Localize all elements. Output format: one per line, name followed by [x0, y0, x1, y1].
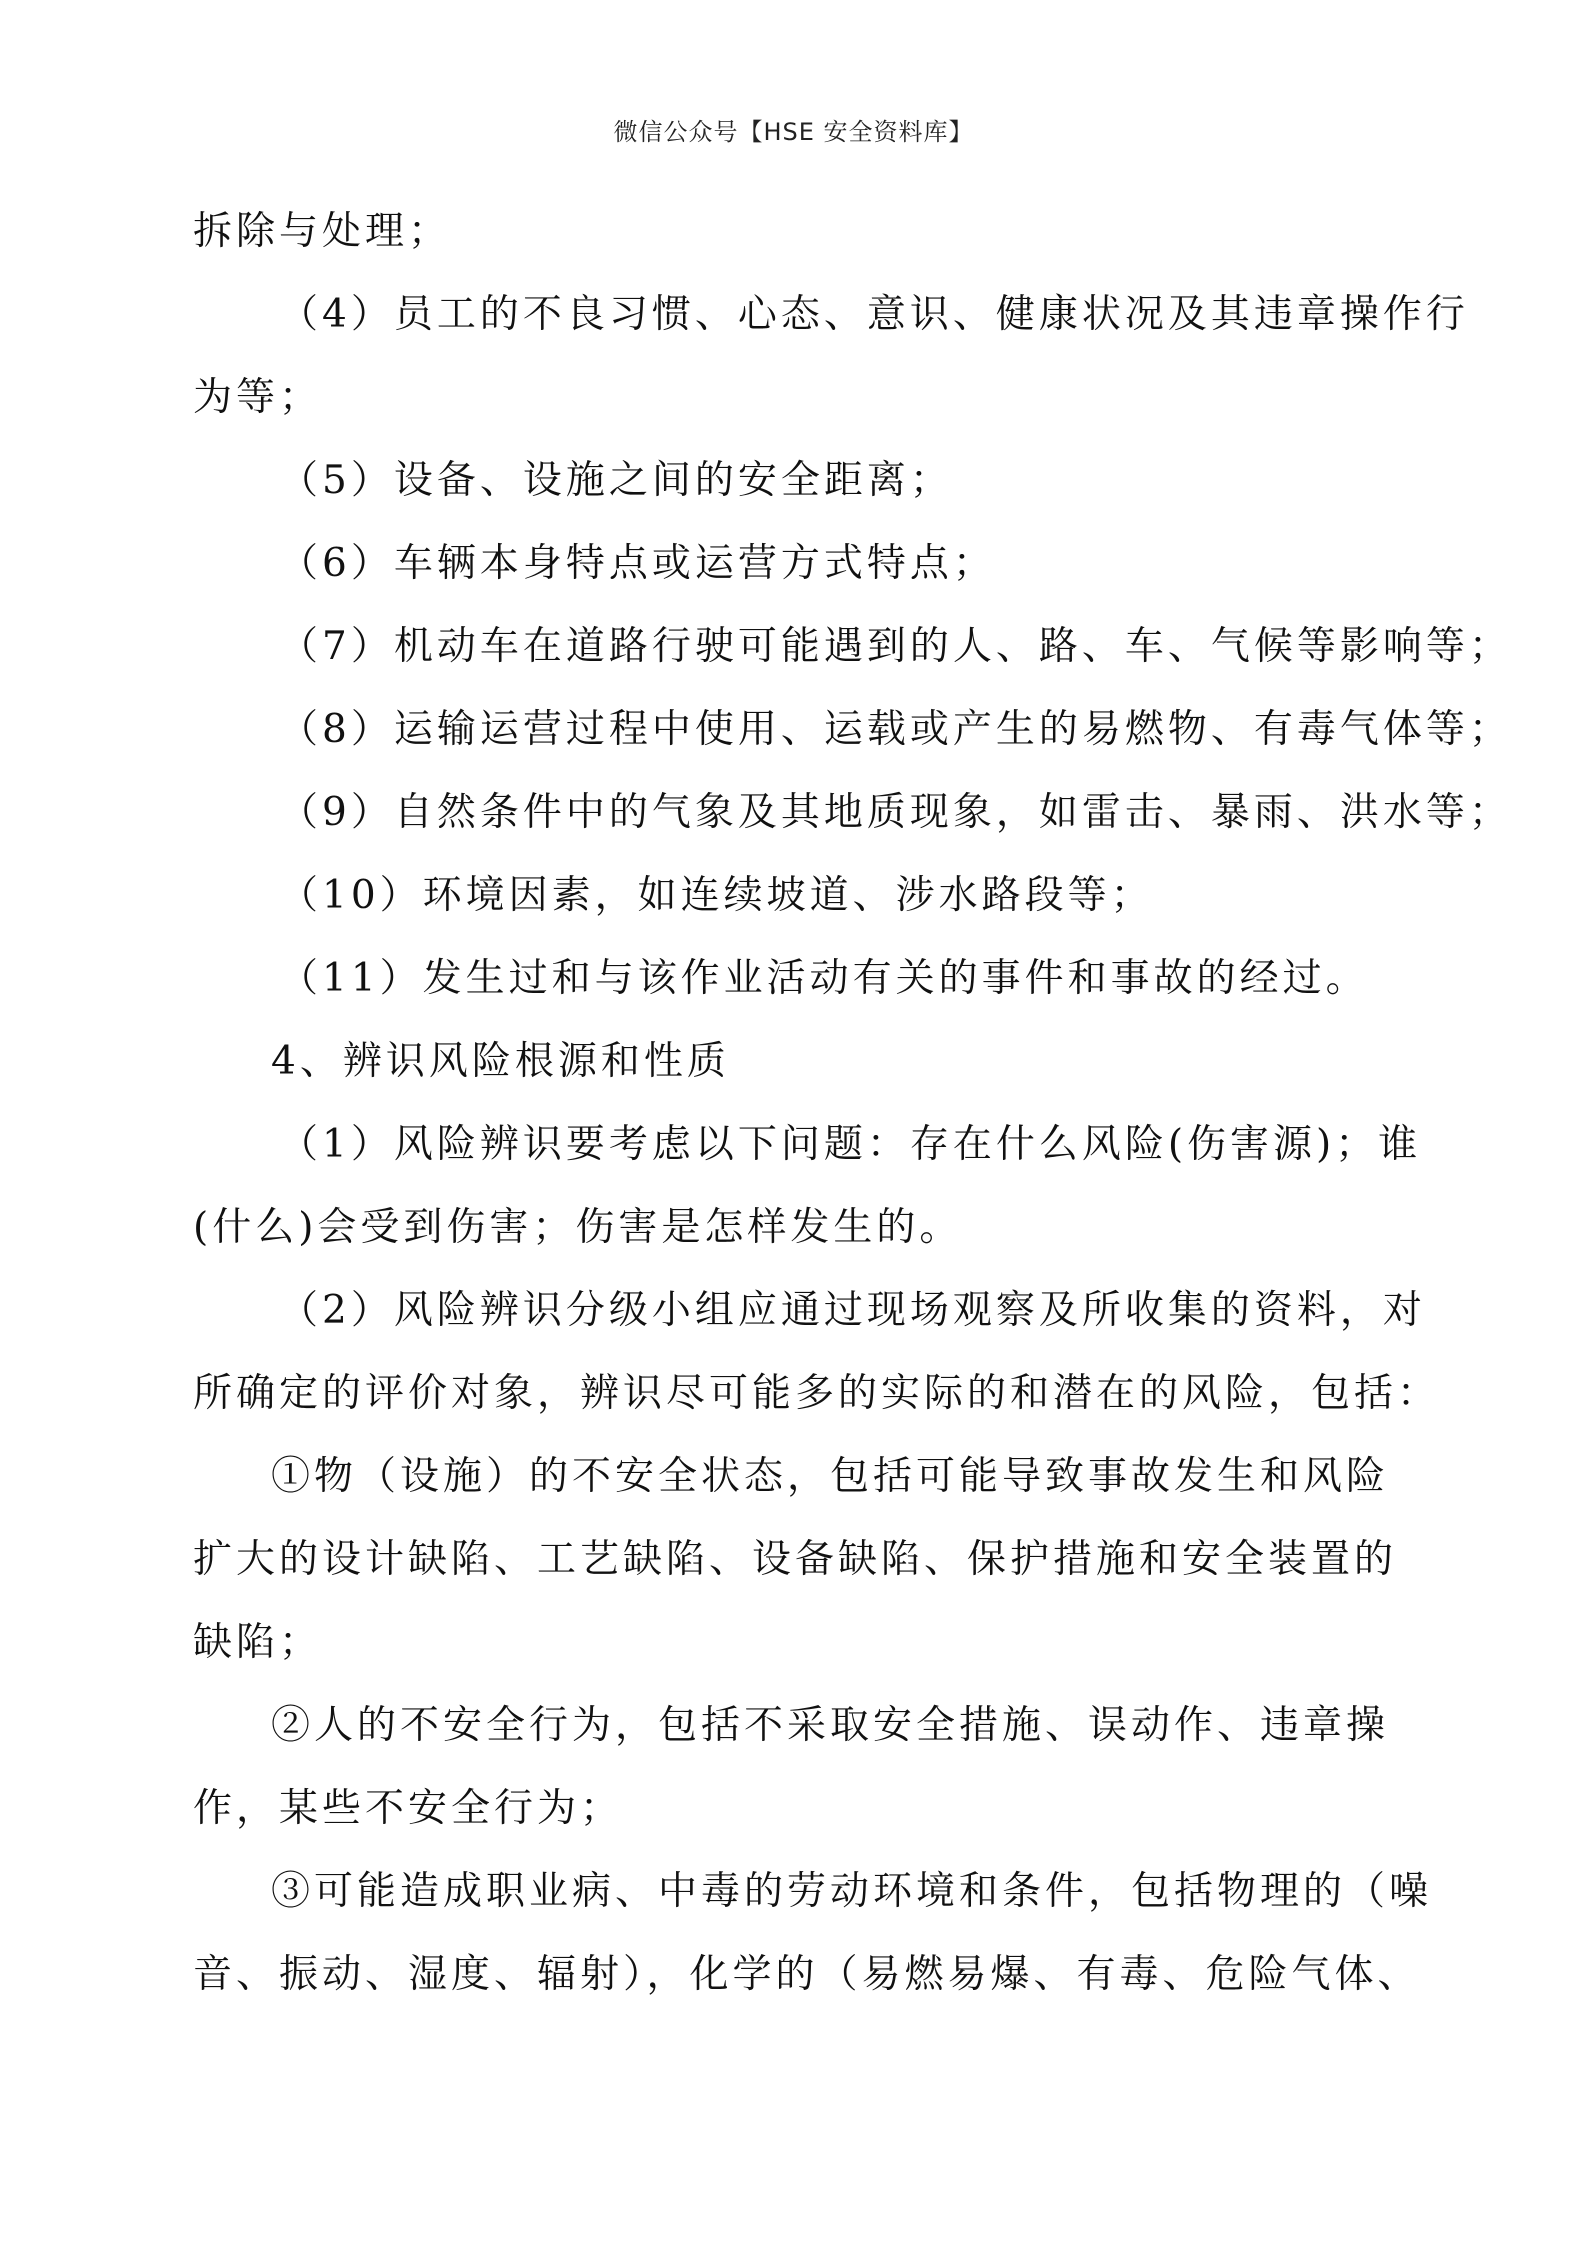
- page-header: 微信公众号【HSE 安全资料库】: [613, 118, 974, 146]
- text-line: 作，某些不安全行为；: [193, 1786, 624, 1831]
- text-line: (什么)会受到伤害；伤害是怎样发生的。: [193, 1205, 963, 1250]
- list-item-1: （1）风险辨识要考虑以下问题：存在什么风险(伤害源)；谁: [279, 1122, 1422, 1167]
- list-item-10: （10）环境因素，如连续坡道、涉水路段等；: [279, 873, 1154, 918]
- text-line: 所确定的评价对象，辨识尽可能多的实际的和潜在的风险，包括：: [193, 1371, 1441, 1416]
- circled-item-3: ③可能造成职业病、中毒的劳动环境和条件，包括物理的（噪: [271, 1869, 1433, 1914]
- circled-item-2: ②人的不安全行为，包括不采取安全措施、误动作、违章操: [271, 1703, 1390, 1748]
- circled-item-1: ①物（设施）的不安全状态，包括可能导致事故发生和风险: [271, 1454, 1390, 1499]
- section-heading: 4、辨识风险根源和性质: [271, 1039, 730, 1084]
- list-item-7: （7）机动车在道路行驶可能遇到的人、路、车、气候等影响等；: [279, 624, 1512, 669]
- list-item-2: （2）风险辨识分级小组应通过现场观察及所收集的资料，对: [279, 1288, 1426, 1333]
- text-line: 缺陷；: [193, 1620, 323, 1665]
- list-item-5: （5）设备、设施之间的安全距离；: [279, 458, 953, 503]
- list-item-11: （11）发生过和与该作业活动有关的事件和事故的经过。: [279, 956, 1369, 1001]
- text-line: 扩大的设计缺陷、工艺缺陷、设备缺陷、保护措施和安全装置的: [193, 1537, 1398, 1582]
- list-item-6: （6）车辆本身特点或运营方式特点；: [279, 541, 996, 586]
- list-item-8: （8）运输运营过程中使用、运载或产生的易燃物、有毒气体等；: [279, 707, 1512, 752]
- body-text: [193, 190, 1512, 2016]
- text-line: 音、振动、湿度、辐射），化学的（易燃易爆、有毒、危险气体、: [193, 1952, 1421, 1997]
- text-line: 拆除与处理；: [193, 209, 452, 254]
- list-item-4: （4）员工的不良习惯、心态、意识、健康状况及其违章操作行: [279, 292, 1469, 337]
- list-item-9: （9）自然条件中的气象及其地质现象，如雷击、暴雨、洪水等；: [279, 790, 1512, 835]
- text-line: 为等；: [193, 375, 323, 420]
